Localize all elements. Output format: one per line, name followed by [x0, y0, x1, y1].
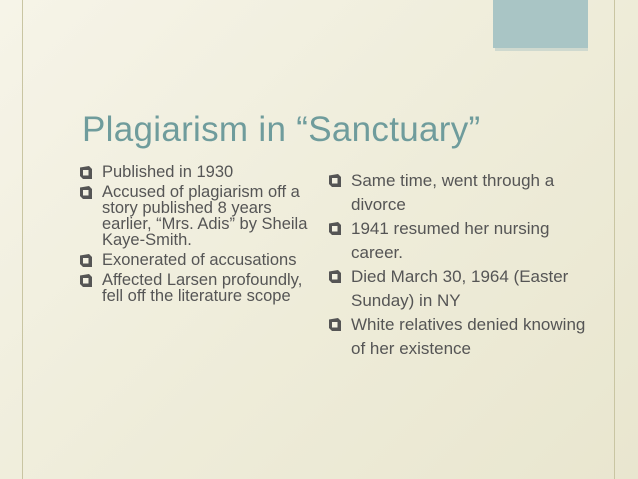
bullet-text: Published in 1930 [102, 163, 234, 181]
bullet-text: 1941 resumed her nursing career. [351, 219, 550, 262]
list-item [325, 217, 595, 265]
slide-title: Plagiarism in “Sanctuary” [82, 110, 481, 149]
square-bullet-icon [80, 186, 92, 199]
list-item [325, 265, 595, 313]
list-item [325, 313, 595, 361]
bullet-text: Exonerated of accusations [102, 251, 297, 269]
square-bullet-icon [329, 174, 341, 187]
square-bullet-icon [80, 254, 92, 267]
bullet-text: White relatives denied knowing of her existence [351, 315, 586, 358]
square-bullet-icon [80, 166, 92, 179]
square-bullet-icon [80, 274, 92, 287]
list-item [325, 169, 595, 217]
right-bullet-list [325, 169, 595, 361]
list-item [76, 184, 308, 248]
square-bullet-icon [329, 222, 341, 235]
bullet-text: Affected Larsen profoundly, fell off the literature scope [102, 271, 303, 305]
bullet-text: Died March 30, 1964 (Easter Sunday) in NY [351, 267, 569, 310]
bullet-text: Accused of plagiarism off a story published 8 years earlier, “Mrs. Adis” by Sheila Kaye-Smith. [102, 183, 308, 249]
list-item [76, 252, 308, 268]
accent-tab-shadow [495, 48, 588, 51]
list-item [76, 164, 308, 180]
bullet-text: Same time, went through a divorce [351, 171, 555, 214]
accent-tab [493, 0, 588, 48]
left-bullet-list [76, 164, 308, 308]
list-item [76, 272, 308, 304]
square-bullet-icon [329, 318, 341, 331]
square-bullet-icon [329, 270, 341, 283]
